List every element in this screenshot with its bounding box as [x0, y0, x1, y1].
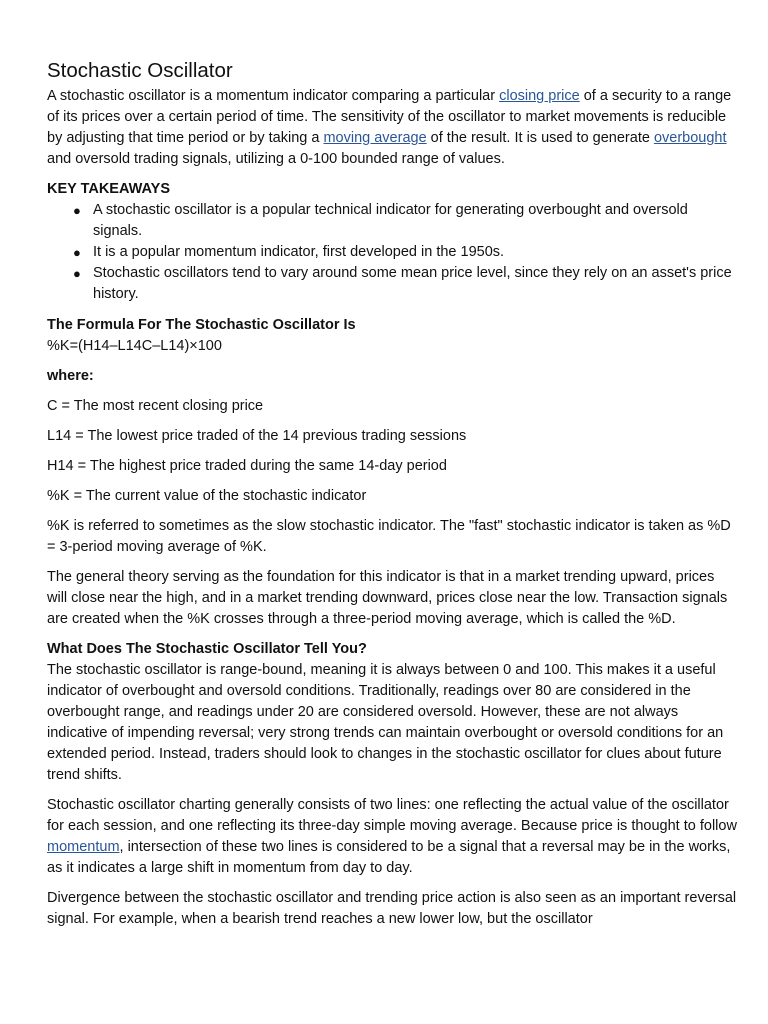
- takeaway-text: Stochastic oscillators tend to vary around some mean price level, since they rely on an asset's price history.: [93, 265, 732, 302]
- intro-text-4: and oversold trading signals, utilizing a 0-100 bounded range of values.: [47, 151, 505, 167]
- takeaway-text: A stochastic oscillator is a popular technical indicator for generating overbought and oversold signals.: [93, 202, 688, 239]
- intro-text-3: of the result. It is used to generate: [426, 130, 654, 146]
- intro-text-2: of a security to a range of its prices over a certain period of time. The sensitivity of the oscillator to market movements is reducible by adjusting that time period or by taking a: [47, 88, 732, 146]
- takeaway-text: It is a popular momentum indicator, first developed in the 1950s.: [93, 244, 505, 260]
- list-item: [73, 263, 738, 305]
- intro-paragraph: [47, 86, 738, 170]
- theory-paragraph: The general theory serving as the foundation for this indicator is that in a market trending upward, prices will close near the high, and in a market trending downward, prices close near the low. Transaction signals are created when the %K crosses through a three-period moving average, which is called the %D.: [47, 569, 728, 627]
- intro-text-1: A stochastic oscillator is a momentum indicator comparing a particular: [47, 88, 500, 104]
- list-item: [73, 200, 738, 242]
- definition-k: %K = The current value of the stochastic indicator: [47, 488, 367, 504]
- momentum-link[interactable]: momentum: [47, 839, 120, 855]
- page-title: Stochastic Oscillator: [47, 59, 233, 82]
- tell-you-heading: What Does The Stochastic Oscillator Tell You?: [47, 641, 367, 657]
- range-bound-paragraph: The stochastic oscillator is range-bound, meaning it is always between 0 and 100. This makes it a useful indicator of overbought and oversold conditions. Traditionally, readings over 80 are considered in the overbought range, and readings under 20 are considered oversold. However, these are not always indicative of impending reversal; very strong trends can maintain overbought or oversold conditions for an extended period. Instead, traders should look to changes in the stochastic oscillator for clues about future trend shifts.: [47, 662, 724, 783]
- list-item: [73, 242, 738, 263]
- formula-expression: %K=(H14–L14C–L14)×100: [47, 338, 222, 354]
- bullet-icon: ●: [73, 266, 81, 281]
- divergence-paragraph: Divergence between the stochastic oscillator and trending price action is also seen as an important reversal signal. For example, when a bearish trend reaches a new lower low, but the oscillator: [47, 890, 737, 927]
- charting-text-1: Stochastic oscillator charting generally consists of two lines: one reflecting the actual value of the oscillator for each session, and one reflecting its three-day simple moving average. Because price is thought to follow: [47, 797, 737, 834]
- definition-low: L14 = The lowest price traded of the 14 previous trading sessions: [47, 428, 467, 444]
- slow-fast-paragraph: %K is referred to sometimes as the slow stochastic indicator. The "fast" stochastic indicator is taken as %D = 3-period moving average of %K.: [47, 518, 731, 555]
- key-takeaways-heading: KEY TAKEAWAYS: [47, 181, 171, 197]
- charting-text-2: , intersection of these two lines is considered to be a signal that a reversal may be in the works, as it indicates a large shift in momentum from day to day.: [47, 839, 731, 876]
- formula-heading: The Formula For The Stochastic Oscillator Is: [47, 317, 356, 333]
- bullet-icon: ●: [73, 203, 81, 218]
- moving-average-link[interactable]: moving average: [323, 130, 427, 146]
- closing-price-link[interactable]: closing price: [499, 88, 580, 104]
- charting-paragraph: [47, 795, 738, 879]
- definition-high: H14 = The highest price traded during the same 14-day period: [47, 458, 447, 474]
- definition-close: C = The most recent closing price: [47, 398, 264, 414]
- where-label: where:: [47, 368, 94, 384]
- key-takeaways-list: [47, 200, 738, 305]
- bullet-icon: ●: [73, 245, 81, 260]
- overbought-link[interactable]: overbought: [653, 130, 727, 146]
